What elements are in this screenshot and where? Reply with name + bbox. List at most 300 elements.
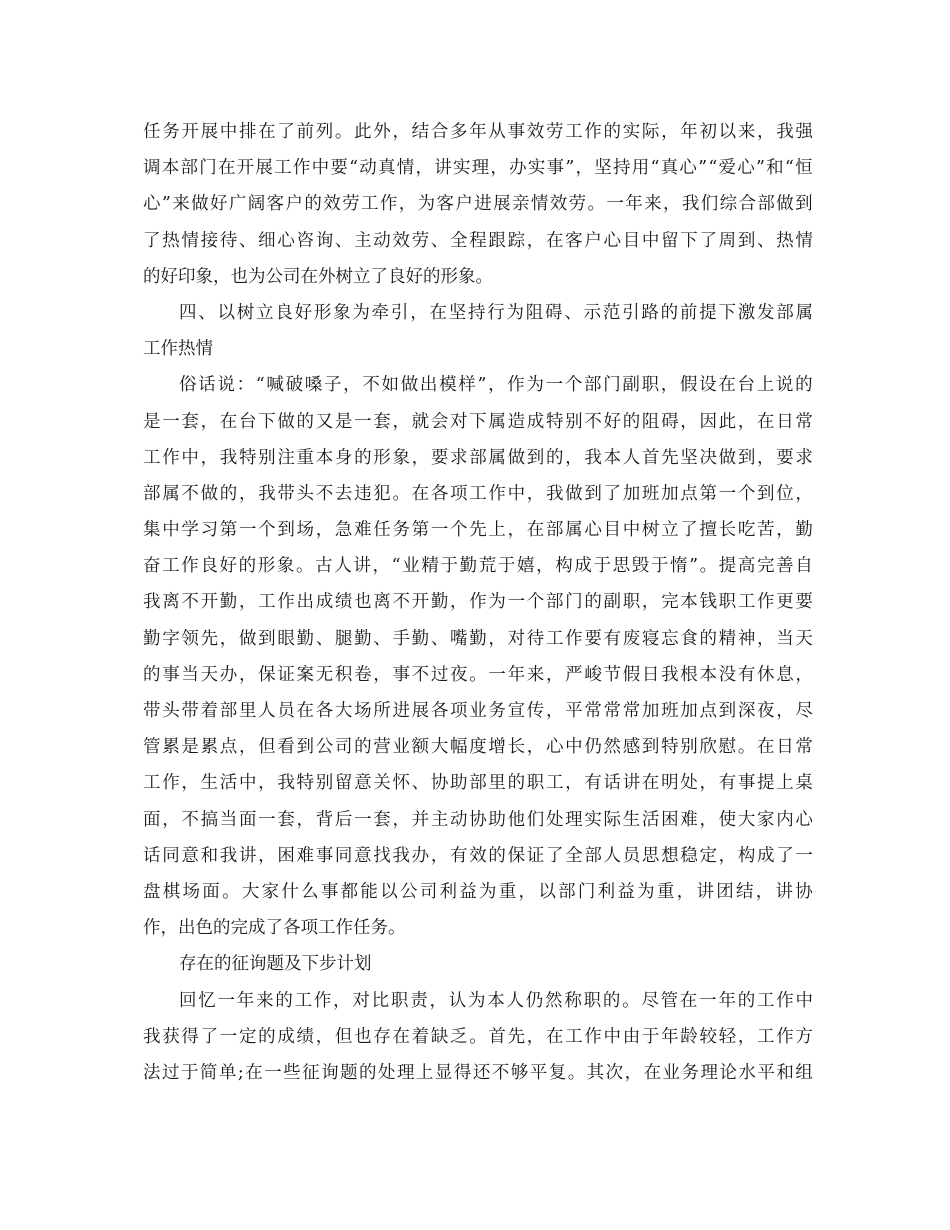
glyph: 仍 (584, 737, 602, 758)
glyph: 假 (679, 375, 698, 396)
glyph: 高 (737, 556, 756, 577)
glyph: ， (526, 1026, 545, 1047)
glyph: 别 (258, 447, 276, 468)
glyph: 。 (622, 990, 640, 1011)
glyph: 恒 (795, 158, 813, 179)
glyph: 务 (488, 701, 506, 721)
text-line (143, 367, 813, 403)
glyph: 的 (584, 592, 602, 613)
glyph: 称 (564, 990, 582, 1011)
glyph: 过 (161, 1062, 180, 1083)
glyph: 四 (179, 302, 197, 323)
glyph: 为 (488, 592, 506, 613)
glyph: 特 (238, 447, 257, 468)
glyph: 求 (795, 447, 813, 468)
glyph: 一 (264, 1062, 282, 1083)
glyph: 话 (603, 773, 621, 794)
glyph: 他 (507, 809, 526, 830)
glyph: 客 (565, 230, 583, 251)
glyph: 增 (488, 737, 506, 758)
glyph: 处 (545, 809, 564, 830)
glyph: 在 (258, 122, 276, 142)
glyph: 作 (162, 447, 180, 468)
glyph: 强 (795, 122, 813, 142)
glyph: 、 (411, 773, 430, 794)
glyph: 吃 (737, 520, 756, 541)
glyph: 幅 (450, 737, 468, 758)
glyph: 一 (354, 411, 372, 432)
glyph: 动 (359, 158, 377, 179)
glyph: 客 (266, 194, 285, 215)
glyph: 广 (228, 194, 247, 215)
glyph: 假 (622, 664, 641, 685)
glyph: ， (795, 483, 813, 504)
glyph: 于 (497, 556, 516, 577)
glyph: 于 (180, 1062, 199, 1083)
glyph: 卷 (354, 664, 372, 685)
glyph: 各 (315, 701, 334, 721)
glyph: 户 (455, 194, 473, 215)
glyph: 不 (181, 809, 199, 830)
glyph: 工 (274, 158, 292, 179)
glyph: ， (776, 520, 794, 541)
glyph: 自 (795, 556, 813, 577)
glyph: 细 (258, 230, 276, 251)
glyph: 在 (545, 230, 564, 251)
glyph: 别 (680, 737, 698, 758)
glyph: 到 (277, 520, 295, 541)
glyph: “ (349, 158, 359, 179)
glyph: ” (755, 158, 765, 179)
glyph: 大 (430, 737, 449, 758)
glyph: 法 (143, 1062, 161, 1083)
glyph: 、 (757, 230, 775, 251)
glyph: 真 (660, 158, 679, 179)
glyph: 门 (565, 592, 583, 613)
glyph: 较 (699, 1026, 717, 1047)
glyph: 单 (218, 1062, 237, 1083)
glyph: 先 (200, 628, 219, 649)
glyph: 的 (488, 845, 506, 866)
glyph: 日 (641, 664, 660, 685)
glyph: 在 (392, 1026, 410, 1047)
glyph: 为 (467, 990, 486, 1011)
glyph: 工 (565, 1026, 583, 1047)
glyph: 实 (452, 158, 471, 179)
glyph: 实 (584, 809, 602, 830)
glyph: 作 (776, 990, 794, 1011)
glyph: 又 (315, 411, 334, 432)
glyph: 讲 (238, 845, 257, 866)
glyph: 勤 (354, 628, 372, 649)
glyph: 意 (181, 845, 199, 866)
glyph: 在 (217, 158, 236, 179)
glyph: 积 (334, 664, 353, 685)
glyph: 作 (584, 122, 602, 142)
glyph: 成 (526, 411, 545, 432)
text-line-content: 的好印象，也为公司在外树立了良好的形象。 (143, 266, 493, 287)
glyph: 效 (549, 194, 568, 215)
glyph: 班 (641, 483, 660, 504)
glyph: 业 (392, 737, 410, 758)
glyph: 人 (334, 556, 352, 577)
glyph: 路 (641, 302, 659, 323)
glyph: 不 (181, 483, 199, 504)
glyph: 缺 (430, 1026, 449, 1047)
glyph: 员 (622, 845, 641, 866)
glyph: 也 (354, 592, 372, 613)
glyph: 本 (603, 447, 621, 468)
glyph: 。 (392, 483, 410, 504)
glyph: 做 (776, 194, 794, 215)
glyph: 擅 (699, 520, 717, 541)
text-line-content (143, 404, 813, 440)
glyph: 部 (584, 375, 602, 396)
glyph: 实 (527, 158, 546, 179)
glyph: 但 (334, 1026, 353, 1047)
glyph: ， (238, 664, 257, 685)
glyph: 的 (238, 556, 257, 577)
glyph: 办 (411, 845, 430, 866)
glyph: ， (238, 483, 257, 504)
glyph: 人 (506, 990, 525, 1011)
text-line-content (143, 838, 813, 874)
glyph: 的 (737, 990, 756, 1011)
glyph: 中 (603, 1026, 621, 1047)
text-line-content (143, 440, 813, 476)
glyph: 的 (275, 990, 293, 1011)
glyph: 了 (603, 483, 621, 504)
glyph: ” (565, 158, 575, 179)
glyph: 去 (334, 483, 353, 504)
glyph: ， (373, 664, 391, 685)
glyph: 事 (392, 664, 410, 685)
glyph: 内 (776, 809, 794, 830)
glyph: 难 (354, 520, 372, 541)
glyph: 办 (219, 664, 238, 685)
glyph: 作 (379, 194, 398, 215)
glyph: 天 (200, 664, 219, 685)
glyph: 加 (680, 701, 698, 721)
glyph: 证 (526, 845, 545, 866)
glyph: 组 (795, 1062, 813, 1083)
glyph: 节 (603, 664, 621, 685)
glyph: 思 (641, 845, 660, 866)
section-heading (179, 295, 813, 331)
glyph: 难 (680, 809, 698, 830)
glyph: 手 (392, 628, 410, 649)
glyph: 程 (469, 230, 487, 251)
glyph: 接 (200, 230, 219, 251)
glyph: 劳 (568, 194, 587, 215)
glyph: 理 (396, 1062, 415, 1083)
glyph: 、 (373, 628, 391, 649)
glyph: 常 (795, 411, 813, 432)
glyph: 勤 (411, 628, 430, 649)
glyph: 工 (565, 122, 583, 142)
glyph: 出 (296, 592, 314, 613)
glyph: 初 (699, 122, 717, 142)
glyph: 的 (795, 375, 813, 396)
glyph: 棋 (162, 881, 181, 902)
glyph: 要 (776, 447, 794, 468)
glyph: 业 (469, 701, 487, 721)
glyph: 讲 (353, 556, 371, 577)
glyph: ” (689, 556, 699, 577)
glyph: 任 (373, 520, 391, 541)
glyph: 勤 (430, 592, 449, 613)
glyph: 开 (236, 158, 255, 179)
glyph: 搞 (200, 809, 219, 830)
glyph: 一 (718, 483, 737, 504)
glyph: 我 (143, 1026, 161, 1047)
glyph: 是 (334, 411, 353, 432)
glyph: 作 (313, 990, 332, 1011)
glyph: 来 (256, 990, 274, 1011)
glyph: 然 (545, 990, 563, 1011)
glyph: 立 (661, 520, 679, 541)
glyph: 无 (315, 664, 334, 685)
glyph: 心 (737, 158, 755, 179)
glyph: ， (162, 809, 180, 830)
glyph: 离 (373, 592, 391, 613)
text-line-content (179, 367, 813, 403)
glyph: 象 (333, 302, 351, 323)
glyph: 讲 (696, 881, 714, 902)
glyph: 、 (334, 230, 353, 251)
glyph: ， (392, 122, 410, 142)
glyph: ， (258, 773, 276, 794)
glyph: 理 (700, 1062, 718, 1083)
glyph: 欣 (699, 737, 717, 758)
glyph: 绩 (334, 592, 353, 613)
glyph: ， (315, 520, 334, 541)
glyph: ， (410, 302, 428, 323)
glyph: 乏 (450, 1026, 468, 1047)
text-line-content (143, 476, 813, 512)
glyph: 场 (354, 701, 372, 721)
glyph: 设 (699, 375, 717, 396)
glyph: “ (784, 158, 794, 179)
glyph: 持 (467, 302, 486, 323)
glyph: 重 (498, 881, 517, 902)
glyph: 思 (612, 556, 631, 577)
glyph: 作 (584, 1026, 602, 1047)
glyph: 合 (430, 122, 449, 142)
glyph: 也 (354, 1026, 372, 1047)
glyph: 套 (181, 411, 199, 432)
glyph: 职 (718, 592, 737, 613)
glyph: 了 (200, 1026, 219, 1047)
glyph: 案 (296, 664, 314, 685)
glyph: 象 (276, 556, 295, 577)
glyph: 对 (507, 628, 526, 649)
glyph: 轻 (718, 1026, 737, 1047)
glyph: 各 (430, 701, 449, 721)
glyph: 更 (776, 592, 794, 613)
glyph: ， (296, 809, 314, 830)
glyph: ， (488, 375, 506, 396)
glyph: 门 (603, 375, 621, 396)
text-line (143, 802, 813, 838)
glyph: 助 (450, 773, 468, 794)
glyph: 我 (681, 194, 700, 215)
glyph: 作 (277, 592, 295, 613)
glyph: ， (795, 664, 813, 685)
glyph: 嗓 (304, 375, 323, 396)
glyph: 爱 (718, 158, 736, 179)
glyph: 本 (315, 447, 334, 468)
glyph: 日 (776, 737, 794, 758)
glyph: 引 (390, 302, 409, 323)
glyph: 工 (757, 1026, 775, 1047)
glyph: 我 (392, 845, 410, 866)
glyph: 对 (352, 990, 370, 1011)
glyph: 好 (219, 556, 237, 577)
glyph: 定 (238, 1026, 257, 1047)
glyph: 部 (757, 194, 775, 215)
glyph: 领 (181, 628, 199, 649)
glyph: 外 (373, 122, 391, 142)
glyph: 腿 (334, 628, 353, 649)
glyph: 古 (315, 556, 333, 577)
glyph: 作 (162, 773, 180, 794)
glyph: 中 (565, 737, 583, 758)
glyph: 益 (617, 881, 635, 902)
glyph: 副 (622, 375, 640, 396)
glyph: 里 (238, 701, 257, 721)
glyph: 的 (304, 194, 322, 215)
glyph: 大 (334, 701, 353, 721)
glyph: 员 (277, 701, 295, 721)
glyph: 第 (219, 520, 238, 541)
glyph: 嬉 (516, 556, 535, 577)
glyph: 过 (430, 664, 449, 685)
glyph: 咨 (296, 230, 314, 251)
glyph: 实 (622, 122, 641, 142)
glyph: 天 (795, 628, 813, 649)
glyph: 本 (699, 664, 717, 685)
glyph: 务 (681, 1062, 699, 1083)
glyph: 但 (258, 737, 276, 758)
glyph: ， (507, 520, 526, 541)
glyph: 年 (718, 990, 736, 1011)
glyph: 加 (661, 483, 679, 504)
glyph: 峻 (584, 664, 602, 685)
glyph: 们 (700, 194, 719, 215)
glyph: 成 (315, 592, 334, 613)
glyph: 额 (411, 737, 430, 758)
glyph: 、 (238, 230, 257, 251)
glyph: 长 (718, 520, 737, 541)
glyph: 情 (795, 230, 813, 251)
glyph: 处 (378, 1062, 396, 1083)
glyph: ， (518, 881, 537, 902)
glyph: 带 (277, 483, 295, 504)
glyph: 废 (622, 628, 641, 649)
glyph: 全 (450, 230, 468, 251)
glyph: 一 (507, 592, 526, 613)
glyph: 水 (738, 1062, 756, 1083)
glyph: 生 (622, 809, 641, 830)
glyph: 面 (143, 809, 161, 830)
glyph: 得 (453, 1062, 472, 1083)
text-line-content (143, 802, 813, 838)
glyph: ” (161, 194, 171, 215)
glyph: 行 (487, 302, 505, 323)
glyph: ， (661, 122, 679, 142)
glyph: 务 (162, 122, 180, 142)
glyph: 同 (334, 845, 353, 866)
glyph: ， (565, 447, 583, 468)
glyph: ， (490, 158, 508, 179)
glyph: “ (708, 158, 718, 179)
glyph: 方 (795, 1026, 813, 1047)
glyph: 精 (421, 556, 439, 577)
glyph: 活 (641, 809, 660, 830)
glyph: 事 (162, 664, 180, 685)
glyph: 到 (641, 737, 660, 758)
glyph: 我 (219, 845, 238, 866)
glyph: 示 (583, 302, 602, 323)
glyph: 当 (776, 628, 794, 649)
glyph: 。 (296, 556, 314, 577)
glyph: 比 (371, 990, 390, 1011)
glyph: ， (398, 194, 417, 215)
glyph: 形 (373, 447, 391, 468)
glyph: 作 (488, 483, 506, 504)
glyph: 。 (222, 881, 240, 902)
glyph: 绩 (296, 1026, 314, 1047)
glyph: 为 (479, 881, 497, 902)
glyph: 阻 (525, 302, 544, 323)
glyph: 在 (245, 1062, 263, 1083)
glyph: 热 (776, 230, 794, 251)
glyph: 主 (430, 809, 449, 830)
glyph: 一 (354, 809, 372, 830)
text-line-content (143, 1019, 813, 1055)
glyph: 处 (680, 773, 698, 794)
text-line (143, 259, 813, 295)
glyph: 营 (373, 737, 391, 758)
glyph: 重 (296, 447, 314, 468)
glyph: 我 (219, 447, 238, 468)
glyph: 在 (545, 1026, 564, 1047)
glyph: 复 (548, 1062, 567, 1083)
glyph: 套 (373, 809, 391, 830)
glyph: 尽 (641, 990, 659, 1011)
text-line (143, 186, 813, 222)
glyph: 勤 (795, 520, 813, 541)
glyph: 于 (641, 1026, 660, 1047)
glyph: 的 (359, 1062, 377, 1083)
text-line-content (143, 548, 813, 584)
glyph: 个 (450, 520, 468, 541)
glyph: 然 (603, 737, 621, 758)
text-line-content (179, 983, 813, 1019)
glyph: 我 (258, 483, 276, 504)
glyph: 的 (507, 773, 526, 794)
glyph: 我 (143, 592, 161, 613)
glyph: 协 (469, 809, 487, 830)
glyph: 难 (296, 845, 314, 866)
glyph: 部 (469, 773, 487, 794)
glyph: 场 (182, 881, 201, 902)
glyph: 平 (757, 1062, 775, 1083)
glyph: 碍 (661, 411, 679, 432)
glyph: 到 (737, 447, 756, 468)
glyph: 本 (680, 592, 698, 613)
